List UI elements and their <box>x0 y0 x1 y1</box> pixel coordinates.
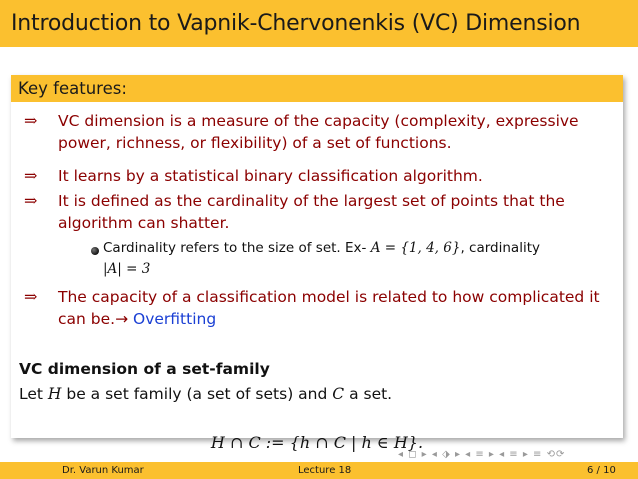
math-h: H <box>47 385 62 403</box>
footer-page-number: 6 / 10 <box>587 465 616 476</box>
implies-arrow-icon: ⇒ <box>24 191 38 210</box>
sub-item-suffix: , cardinality <box>460 240 540 256</box>
key-features-block <box>11 75 623 452</box>
feature-text: It learns by a statistical binary classification algorithm. <box>58 167 483 185</box>
feature-text-with-link <box>58 286 603 330</box>
footer-lecture: Lecture 18 <box>298 465 352 476</box>
sub-item-line-1 <box>91 238 611 259</box>
vc-text: a set. <box>344 385 393 403</box>
overfitting-link[interactable]: Overfitting <box>133 310 217 328</box>
title-bar <box>0 0 638 47</box>
slide-title: Introduction to Vapnik-Chervonenkis (VC) Dimension <box>11 11 581 36</box>
block-title: Key features: <box>18 79 127 98</box>
math-c: C <box>332 385 345 403</box>
sub-item-cardinality <box>91 238 611 280</box>
vc-text: Let <box>19 385 48 403</box>
sub-item-prefix: Cardinality refers to the size of set. Ex- <box>103 240 371 256</box>
set-example: A = {1, 4, 6} <box>370 240 461 256</box>
block-header <box>11 75 623 102</box>
set-intersection-formula: H ∩ C := {h ∩ C | h ∈ H}. <box>210 433 424 452</box>
implies-arrow-icon: ⇒ <box>24 111 38 130</box>
feature-text: The capacity of a classification model is related to how complicated it can be.→ <box>58 288 600 328</box>
implies-arrow-icon: ⇒ <box>24 166 38 185</box>
footer-author: Dr. Varun Kumar <box>62 465 144 476</box>
sub-item-line-2: |A| = 3 <box>103 261 151 277</box>
vc-dimension-heading: VC dimension of a set-family <box>19 360 270 378</box>
feature-text: VC dimension is a measure of the capacity (complexity, expressive power, richness, or flexibility) of a set of functions. <box>58 112 579 152</box>
vc-text: be a set family (a set of sets) and <box>61 385 333 403</box>
beamer-navigation-icons[interactable]: ◂ ◻ ▸ ◂ ⬗ ▸ ◂ ≡ ▸ ◂ ≡ ▸ ≡ ⟲⟳ <box>398 449 566 460</box>
footer-bar <box>0 462 638 479</box>
feature-text: It is defined as the cardinality of the largest set of points that the algorithm can shatter. <box>58 192 565 232</box>
vc-definition-line <box>19 385 392 403</box>
implies-arrow-icon: ⇒ <box>24 287 38 306</box>
